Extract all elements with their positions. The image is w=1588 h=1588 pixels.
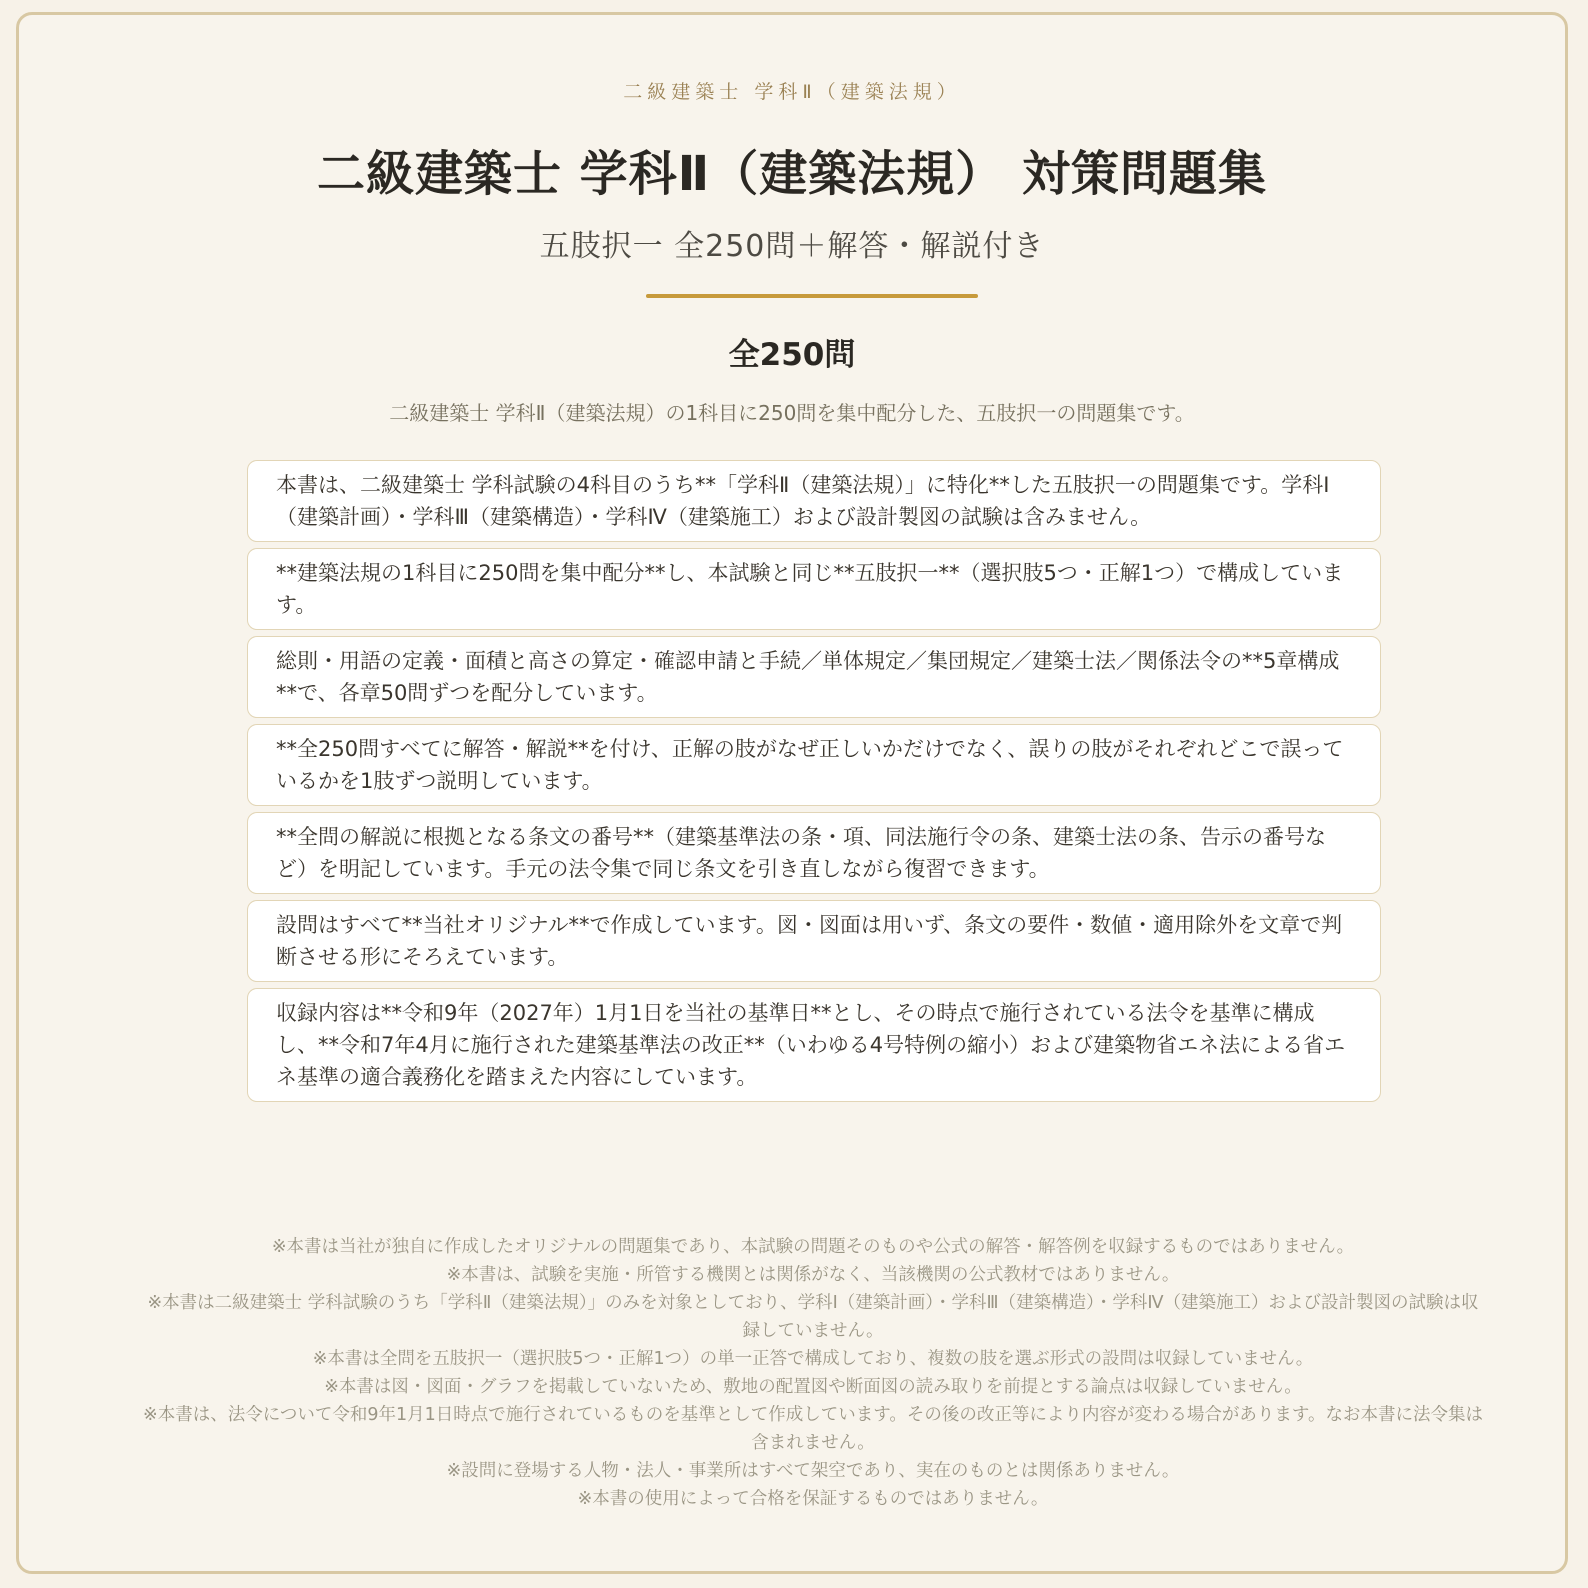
feature-item: **全250問すべてに解答・解説**を付け、正解の肢がなぜ正しいかだけでなく、誤りの肢がそれぞれどこで誤っているかを1肢ずつ説明しています。 <box>247 724 1381 806</box>
page-title: 二級建築士 学科Ⅱ（建築法規） 対策問題集 <box>316 146 1268 202</box>
overline-label: 二級建築士 学科Ⅱ（建築法規） <box>623 81 961 103</box>
disclaimer-note: ※本書は当社が独自に作成したオリジナルの問題集であり、本試験の問題そのものや公式の解答・解答例を収録するものではありません。 <box>271 1237 1355 1257</box>
disclaimer-note: ※本書は図・図面・グラフを掲載していないため、敷地の配置図や断面図の読み取りを前提とする論点は収録していません。 <box>324 1377 1302 1397</box>
page-subtitle: 五肢択一 全250問＋解答・解説付き <box>539 229 1045 264</box>
feature-item: **建築法規の1科目に250問を集中配分**し、本試験と同じ**五肢択一**（選択肢5つ・正解1つ）で構成しています。 <box>247 548 1381 630</box>
disclaimer-notes <box>139 1233 1487 1513</box>
feature-item: 本書は、二級建築士 学科試験の4科目のうち**「学科Ⅱ（建築法規）」に特化**した五肢択一の問題集です。学科Ⅰ（建築計画）・学科Ⅲ（建築構造）・学科Ⅳ（建築施工）および設計製図の試験は含みません。 <box>247 460 1381 542</box>
feature-item: 収録内容は**令和9年（2027年）1月1日を当社の基準日**とし、その時点で施行されている法令を基準に構成し、**令和7年4月に施行された建築基準法の改正**（いわゆる4号特例の縮小）および建築物省エネ法による省エネ基準の適合義務化を踏まえた内容にしています。 <box>247 988 1381 1102</box>
lead-text: 二級建築士 学科Ⅱ（建築法規）の1科目に250問を集中配分した、五肢択一の問題集です。 <box>389 401 1195 425</box>
disclaimer-note: ※本書は二級建築士 学科試験のうち「学科Ⅱ（建築法規）」のみを対象としており、学科Ⅰ（建築計画）・学科Ⅲ（建築構造）・学科Ⅳ（建築施工）および設計製図の試験は収録していません。 <box>147 1293 1479 1341</box>
disclaimer-note: ※本書は全問を五肢択一（選択肢5つ・正解1つ）の単一正答で構成しており、複数の肢を選ぶ形式の設問は収録していません。 <box>312 1349 1314 1369</box>
question-count-heading: 全250問 <box>728 337 856 373</box>
disclaimer-note: ※本書は、法令について令和9年1月1日時点で施行されているものを基準として作成しています。その後の改正等により内容が変わる場合があります。なお本書に法令集は含まれません。 <box>143 1405 1483 1453</box>
disclaimer-note: ※本書は、試験を実施・所管する機関とは関係がなく、当該機関の公式教材ではありません。 <box>446 1265 1180 1285</box>
feature-item: 総則・用語の定義・面積と高さの算定・確認申請と手続／単体規定／集団規定／建築士法／関係法令の**5章構成**で、各章50問ずつを配分しています。 <box>247 636 1381 718</box>
feature-item: 設問はすべて**当社オリジナル**で作成しています。図・図面は用いず、条文の要件・数値・適用除外を文章で判断させる形にそろえています。 <box>247 900 1381 982</box>
feature-item: **全問の解説に根拠となる条文の番号**（建築基準法の条・項、同法施行令の条、建築士法の条、告示の番号など）を明記しています。手元の法令集で同じ条文を引き直しながら復習できます。 <box>247 812 1381 894</box>
feature-list <box>247 460 1381 1108</box>
page-frame <box>16 12 1568 1574</box>
disclaimer-note: ※設問に登場する人物・法人・事業所はすべて架空であり、実在のものとは関係ありません。 <box>446 1461 1180 1481</box>
disclaimer-note: ※本書の使用によって合格を保証するものではありません。 <box>577 1489 1049 1509</box>
title-divider <box>646 294 978 298</box>
